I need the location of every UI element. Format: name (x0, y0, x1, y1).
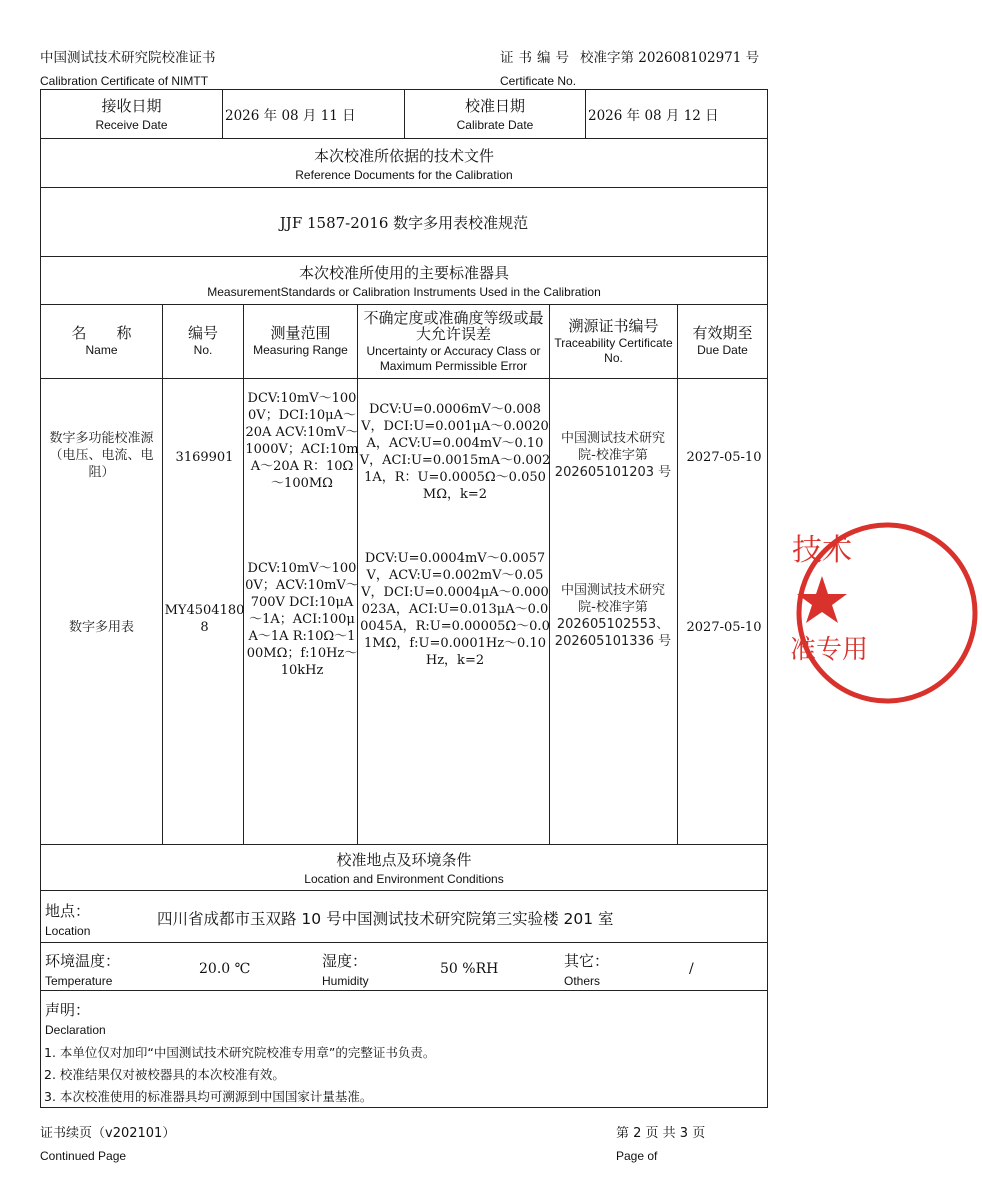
col-header-name: 名 称 Name (71, 324, 132, 357)
table-row-1-traceability: 中国测试技术研究院-校准字第 202605101203 号 (554, 431, 672, 480)
calibrate-date-value: 2026 年 08 月 12 日 (585, 89, 767, 138)
humidity-value: 50 %RH (440, 961, 499, 977)
dates-row (41, 89, 767, 138)
table-row-2-traceability: 中国测试技术研究院-校准字第 202605102553、202605101336 号 (554, 583, 672, 649)
table-row-1-name: 数字多功能校准源（电压、电流、电阻） (49, 431, 154, 480)
table-row-2-uncertainty: DCV:U=0.0004mV～0.0057V，ACV:U=0.002mV～0.05V，DCI:U=0.0004μA～0.000023A，ACI:U=0.013μA～0.00045A，R:U=0.00005Ω～0.01MΩ，f:U=0.0001Hz～0.10Hz，k=2 (360, 551, 550, 668)
col-header-due-date: 有效期至 Due Date (677, 305, 767, 378)
seal-text-bottom: 准专用 (790, 635, 869, 665)
table-row-2-name: 数字多用表 (68, 620, 134, 635)
table-row-2-range: DCV:10mV～1000V；ACV:10mV～700V DCI:10μA～1A；ACI:100μA～1A R:10Ω～100MΩ；f:10Hz～10kHz (245, 561, 359, 678)
table-row-2-due: 2027-05-10 (686, 620, 762, 635)
standards-title: 本次校准所使用的主要标准器具 MeasurementStandards or Calibration Instruments Used in the Calibration (41, 256, 767, 304)
receive-date-value: 2026 年 08 月 11 日 (222, 89, 404, 138)
location-value: 四川省成都市玉双路 10 号中国测试技术研究院第三实验楼 201 室 (157, 910, 614, 928)
location-row (41, 890, 767, 942)
calibrate-date-label: 校准日期 Calibrate Date (404, 89, 585, 138)
temperature-value: 20.0 ℃ (199, 961, 251, 977)
declaration-block (41, 990, 767, 1108)
temperature-label: 环境温度： Temperature (45, 952, 121, 988)
environment-title: 校准地点及环境条件 Location and Environment Conditions (41, 844, 767, 890)
table-row-1-range: DCV:10mV～1000V；DCI:10μA～20A ACV:10mV～1000V；ACI:10mA～20A R：10Ω～100MΩ (245, 391, 359, 491)
humidity-label: 湿度： Humidity (322, 952, 369, 988)
col-header-uncertainty: 不确定度或准确度等级或最大允许误差 Uncertainty or Accuracy Class or Maximum Permissible Error (357, 305, 549, 378)
conditions-row (41, 942, 767, 990)
calibration-seal-stamp (792, 518, 982, 708)
standards-header-row (41, 304, 767, 378)
cert-number-label-en: Certificate No. (500, 74, 577, 88)
footer-continued: 证书续页（v202101） Continued Page (40, 1126, 176, 1163)
cert-number-value: 校准字第 202608102971 号 (580, 50, 760, 66)
reference-document: JJF 1587-2016 数字多用表校准规范 (41, 187, 767, 256)
standards-body (41, 378, 767, 844)
issuer-name-cn: 中国测试技术研究院校准证书 (40, 50, 216, 66)
receive-date-label: 接收日期 Receive Date (95, 97, 168, 132)
declaration-item: 2. 校准结果仅对被校器具的本次校准有效。 (44, 1067, 285, 1082)
certificate-issuer (40, 46, 216, 88)
table-row-1-uncertainty: DCV:U=0.0006mV～0.008V，DCI:U=0.001μA～0.0020A，ACV:U=0.004mV～0.10V，ACI:U=0.0015mA～0.0021A，R：U=0.0005Ω～0.050MΩ，k=2 (359, 402, 551, 502)
col-header-traceability: 溯源证书编号 Traceability Certificate No. (549, 305, 677, 378)
col-header-range: 测量范围 Measuring Range (243, 305, 357, 378)
certificate-table (40, 89, 768, 1108)
issuer-name-en: Calibration Certificate of NIMTT (40, 74, 209, 88)
cert-number-label: 证书编号 (500, 50, 574, 66)
table-row-2-no: MY45041808 (164, 603, 245, 635)
others-label: 其它： Others (564, 952, 610, 988)
col-header-no: 编号 No. (162, 305, 243, 378)
footer-page-number: 第 2 页 共 3 页 Page of (616, 1126, 706, 1163)
table-row-1-due: 2027-05-10 (686, 450, 762, 465)
others-value: / (689, 961, 694, 977)
declaration-items (44, 1042, 435, 1108)
location-label: 地点： Location (45, 902, 91, 938)
reference-title: 本次校准所依据的技术文件 Reference Documents for the Calibration (41, 138, 767, 187)
table-row-1-no: 3169901 (175, 450, 234, 465)
declaration-item: 3. 本次校准使用的标准器具均可溯源到中国国家计量基准。 (44, 1089, 373, 1104)
declaration-item: 1. 本单位仅对加印“中国测试技术研究院校准专用章”的完整证书负责。 (44, 1045, 436, 1060)
declaration-label: 声明： Declaration (45, 1001, 106, 1037)
certificate-number (500, 46, 759, 88)
seal-text-top: 技术 (792, 533, 852, 568)
